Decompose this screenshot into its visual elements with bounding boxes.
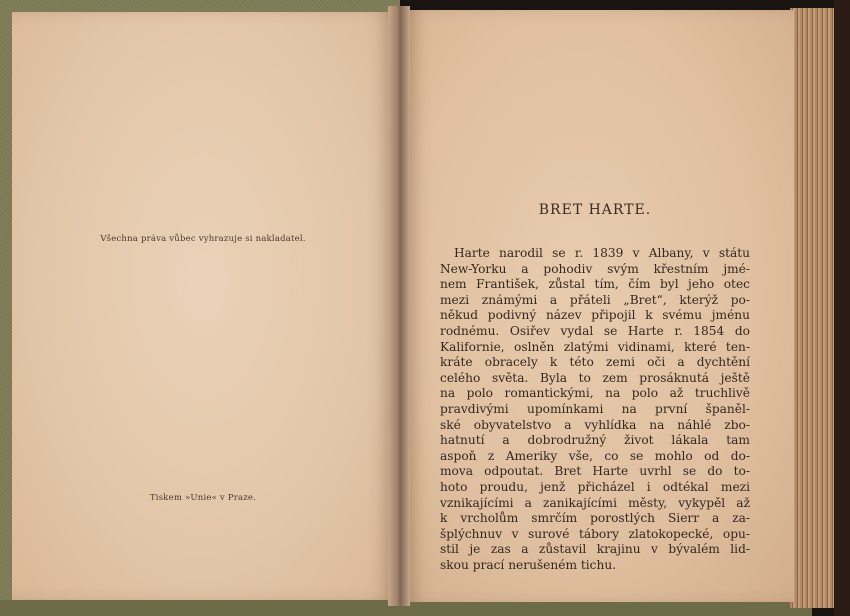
background-shadow xyxy=(834,0,850,616)
text-line: rodnému. Osiřev vydal se Harte r. 1854 do xyxy=(440,323,750,338)
text-line: aspoň z Ameriky vše, co se mohlo od do- xyxy=(440,448,750,463)
rights-notice: Všechna práva vůbec vyhrazuje si nakladatel. xyxy=(100,234,306,244)
text-line: celého světa. Byla to zem prosáknutá ještě xyxy=(440,370,750,385)
page-heading: BRET HARTE. xyxy=(538,202,652,218)
text-line: Kalifornie, oslněn zlatými vidinami, které ten- xyxy=(440,339,750,354)
text-line: kráte obracely k této zemi oči a dychtění xyxy=(440,355,750,370)
text-line: pravdivými upomínkami na první španěl- xyxy=(440,401,750,416)
text-line: někud podivný název připojil k svému jménu xyxy=(440,308,750,323)
page-block-edges xyxy=(790,8,836,608)
body-paragraph xyxy=(440,246,750,573)
text-line: k vrcholům smrčím porostlých Sierr a za- xyxy=(440,511,750,526)
printer-imprint: Tiskem »Unie« v Praze. xyxy=(149,493,257,503)
text-line: na polo romantickými, na polo až truchlivě xyxy=(440,386,750,401)
text-line: nem František, zůstal tím, čím byl jeho otec xyxy=(440,277,750,292)
text-line: vznikajícími a zanikajícími městy, vykypěl až xyxy=(440,495,750,510)
left-page xyxy=(12,12,394,600)
text-line: šplýchnuv v surové tábory zlatokopecké, opu- xyxy=(440,526,750,541)
text-line: ské obyvatelstvo a vyhlídka na náhlé zbo- xyxy=(440,417,750,432)
text-line: hoto proudu, jenž přicházel i odtékal mezi xyxy=(440,479,750,494)
text-line: stil je zas a zůstavil krajinu v bývalém lid- xyxy=(440,542,750,557)
text-line: mova odpoutat. Bret Harte uvrhl se do to- xyxy=(440,464,750,479)
text-line: mezi známými a přáteli „Bret“, kterýž po- xyxy=(440,292,750,307)
book-gutter xyxy=(388,6,410,606)
text-line: hatnutí a dobrodružný život lákala tam xyxy=(440,433,750,448)
text-line: skou prací nerušeném tichu. xyxy=(440,557,617,572)
text-line: Harte narodil se r. 1839 v Albany, v státu xyxy=(454,246,750,260)
text-line: New-Yorku a pohodiv svým křestním jmé- xyxy=(440,261,750,276)
